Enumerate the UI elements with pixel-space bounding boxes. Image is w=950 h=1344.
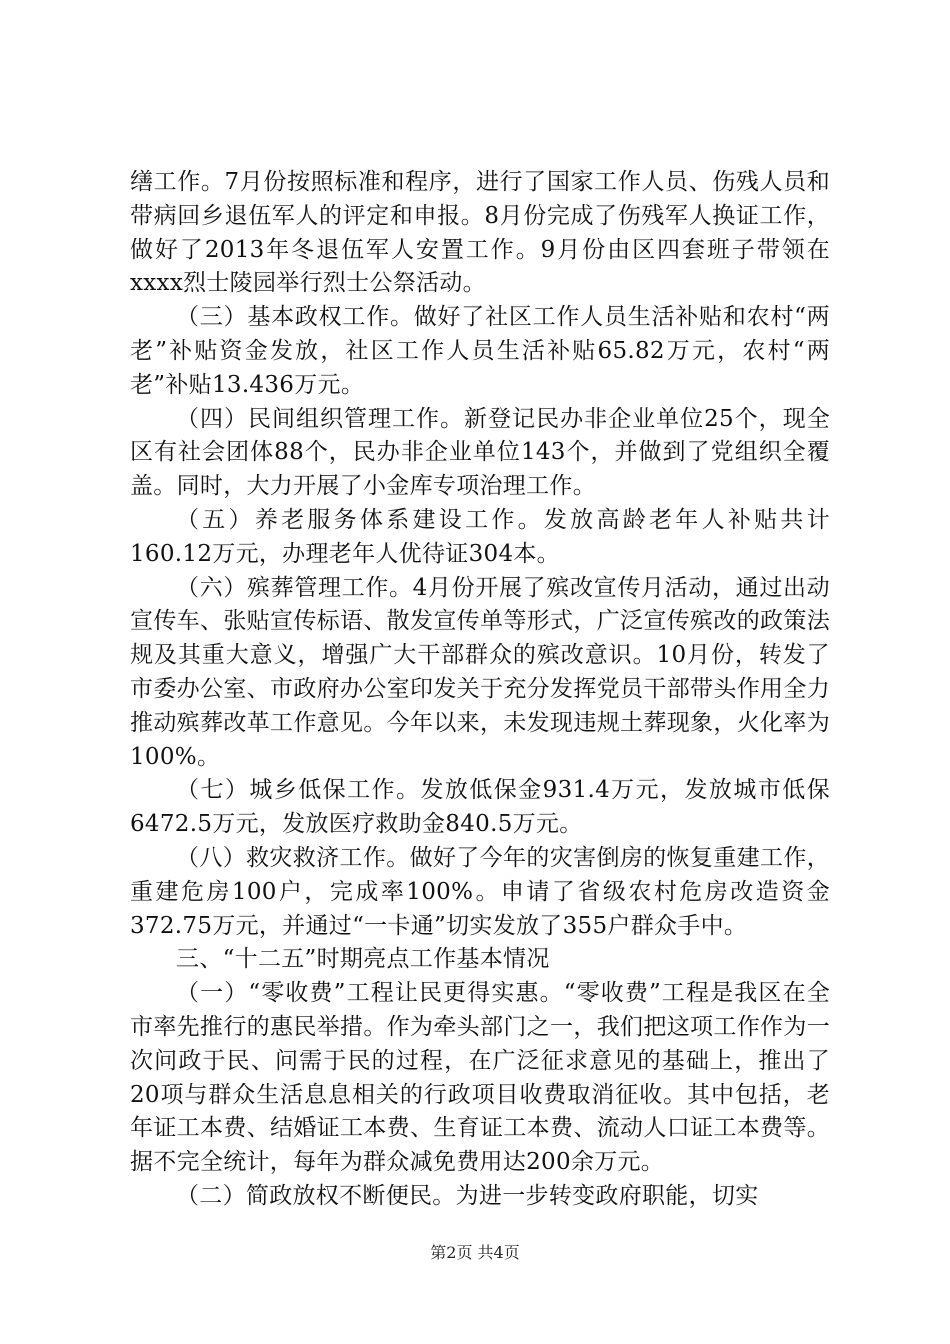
paragraph-civil-organizations: （四）民间组织管理工作。新登记民办非企业单位25个，现全区有社会团体88个，民办非企业单位143个，并做到了党组织全覆盖。同时，大力开展了小金库专项治理工作。 <box>130 405 830 500</box>
page-footer <box>0 1243 950 1263</box>
paragraph-funeral-management: （六）殡葬管理工作。4月份开展了殡改宣传月活动，通过出动宣传车、张贴宣传标语、散发宣传单等形式，广泛宣传殡改的政策法规及其重大意义，增强广大干部群众的殡改意识。10月份，转发了市委办公室、市政府办公室印发关于充分发挥党员干部带头作用全力推动殡葬改革工作意见。今年以来，未发现违规土葬现象，火化率为100%。 <box>130 574 830 770</box>
paragraph-continuation: 缮工作。7月份按照标准和程序，进行了国家工作人员、伤残人员和带病回乡退伍军人的评定和申报。8月份完成了伤残军人换证工作，做好了2013年冬退伍军人安置工作。9月份由区四套班子带领在xxxx烈士陵园举行烈士公祭活动。 <box>130 169 830 297</box>
paragraph-minimum-living-security: （七）城乡低保工作。发放低保金931.4万元，发放城市低保6472.5万元，发放医疗救助金840.5万元。 <box>130 777 830 838</box>
section-heading-highlights: 三、“十二五”时期亮点工作基本情况 <box>176 946 550 973</box>
paragraph-basic-governance: （三）基本政权工作。做好了社区工作人员生活补贴和农村“两老”补贴资金发放，社区工作人员生活补贴65.82万元，农村“两老”补贴13.436万元。 <box>130 304 830 398</box>
page-indicator: 第2页 共4页 <box>430 1243 520 1262</box>
paragraph-streamline-administration: （二）简政放权不断便民。为进一步转变政府职能，切实 <box>176 1182 759 1209</box>
document-body <box>130 166 830 1214</box>
paragraph-elderly-services: （五）养老服务体系建设工作。发放高龄老年人补贴共计160.12万元，办理老年人优待证304本。 <box>130 506 830 567</box>
paragraph-zero-fee-project: （一）“零收费”工程让民更得实惠。“零收费”工程是我区在全市率先推行的惠民举措。作为牵头部门之一，我们把这项工作作为一次问政于民、问需于民的过程，在广泛征求意见的基础上，推出了20项与群众生活息息相关的行政项目收费取消征收。其中包括，老年证工本费、结婚证工本费、生育证工本费、流动人口证工本费等。据不完全统计，每年为群众减免费用达200余万元。 <box>130 980 830 1176</box>
paragraph-disaster-relief: （八）救灾救济工作。做好了今年的灾害倒房的恢复重建工作，重建危房100户，完成率100%。申请了省级农村危房改造资金372.75万元，并通过“一卡通”切实发放了355户群众手中。 <box>130 844 830 939</box>
